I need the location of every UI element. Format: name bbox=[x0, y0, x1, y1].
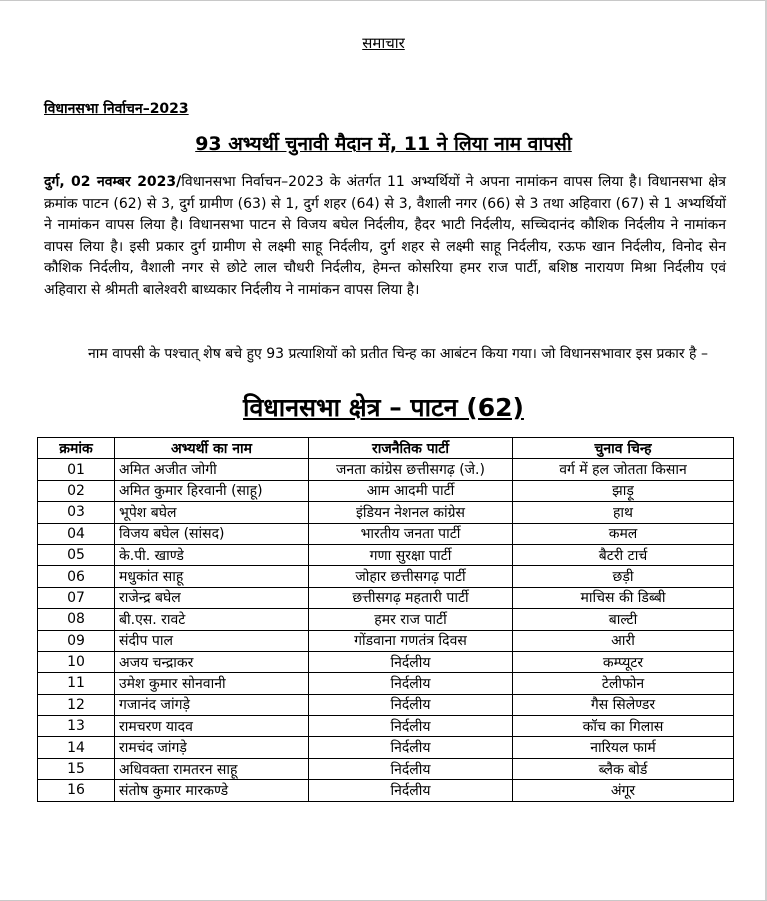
table-row bbox=[38, 523, 734, 544]
cell-party: जनता कांग्रेस छत्तीसगढ़ (जे.) bbox=[309, 459, 513, 480]
cell-serial: 02 bbox=[38, 480, 115, 501]
cell-symbol: नारियल फार्म bbox=[513, 737, 734, 758]
cell-party: गणा सुरक्षा पार्टी bbox=[309, 544, 513, 565]
table-row bbox=[38, 502, 734, 523]
cell-symbol: गैस सिलेण्डर bbox=[513, 694, 734, 715]
table-row bbox=[38, 544, 734, 565]
cell-symbol: बैटरी टार्च bbox=[513, 544, 734, 565]
cell-candidate-name: अजय चन्द्राकर bbox=[115, 651, 309, 672]
cell-candidate-name: रामचरण यादव bbox=[115, 716, 309, 737]
candidates-table bbox=[37, 437, 734, 802]
cell-party: छत्तीसगढ़ महतारी पार्टी bbox=[309, 587, 513, 608]
cell-party: निर्दलीय bbox=[309, 673, 513, 694]
cell-symbol: माचिस की डिब्बी bbox=[513, 587, 734, 608]
cell-serial: 08 bbox=[38, 609, 115, 630]
cell-serial: 14 bbox=[38, 737, 115, 758]
cell-symbol: झाड़ू bbox=[513, 480, 734, 501]
header-serial: क्रमांक bbox=[38, 438, 115, 459]
cell-party: निर्दलीय bbox=[309, 737, 513, 758]
cell-serial: 01 bbox=[38, 459, 115, 480]
cell-candidate-name: अमित अजीत जोगी bbox=[115, 459, 309, 480]
table-row bbox=[38, 737, 734, 758]
cell-party: आम आदमी पार्टी bbox=[309, 480, 513, 501]
news-headline: 93 अभ्यर्थी चुनावी मैदान में, 11 ने लिया नाम वापसी bbox=[195, 133, 572, 155]
document-header-label: समाचार bbox=[362, 34, 405, 52]
cell-party: निर्दलीय bbox=[309, 716, 513, 737]
header-election-symbol: चुनाव चिन्ह bbox=[513, 438, 734, 459]
header-candidate-name: अभ्यर्थी का नाम bbox=[115, 438, 309, 459]
cell-candidate-name: संतोष कुमार मारकण्डे bbox=[115, 780, 309, 801]
cell-symbol: हाथ bbox=[513, 502, 734, 523]
cell-serial: 07 bbox=[38, 587, 115, 608]
table-row bbox=[38, 609, 734, 630]
cell-candidate-name: भूपेश बघेल bbox=[115, 502, 309, 523]
cell-serial: 09 bbox=[38, 630, 115, 651]
cell-serial: 15 bbox=[38, 758, 115, 779]
table-row bbox=[38, 630, 734, 651]
table-row bbox=[38, 758, 734, 779]
dateline: दुर्ग, 02 नवम्बर 2023/ bbox=[44, 174, 182, 190]
cell-candidate-name: के.पी. खाण्डे bbox=[115, 544, 309, 565]
cell-party: निर्दलीय bbox=[309, 694, 513, 715]
cell-serial: 16 bbox=[38, 780, 115, 801]
cell-party: निर्दलीय bbox=[309, 780, 513, 801]
table-row bbox=[38, 673, 734, 694]
table-row bbox=[38, 694, 734, 715]
cell-serial: 12 bbox=[38, 694, 115, 715]
cell-candidate-name: उमेश कुमार सोनवानी bbox=[115, 673, 309, 694]
header-political-party: राजनैतिक पार्टी bbox=[309, 438, 513, 459]
table-row bbox=[38, 587, 734, 608]
cell-candidate-name: रामचंद जांगड़े bbox=[115, 737, 309, 758]
cell-party: इंडियन नेशनल कांग्रेस bbox=[309, 502, 513, 523]
cell-symbol: कॉच का गिलास bbox=[513, 716, 734, 737]
cell-serial: 13 bbox=[38, 716, 115, 737]
table-row bbox=[38, 651, 734, 672]
cell-candidate-name: विजय बघेल (सांसद) bbox=[115, 523, 309, 544]
cell-candidate-name: अधिवक्ता रामतरन साहू bbox=[115, 758, 309, 779]
cell-symbol: अंगूर bbox=[513, 780, 734, 801]
cell-symbol: वर्ग में हल जोतता किसान bbox=[513, 459, 734, 480]
cell-symbol: छड़ी bbox=[513, 566, 734, 587]
cell-candidate-name: संदीप पाल bbox=[115, 630, 309, 651]
table-row bbox=[38, 566, 734, 587]
cell-serial: 05 bbox=[38, 544, 115, 565]
body-paragraph-1 bbox=[44, 172, 726, 302]
cell-party: निर्दलीय bbox=[309, 651, 513, 672]
table-header-row bbox=[38, 438, 734, 459]
cell-symbol: टेलीफोन bbox=[513, 673, 734, 694]
cell-symbol: आरी bbox=[513, 630, 734, 651]
body-paragraph-2: नाम वापसी के पश्चात् शेष बचे हुए 93 प्रत्याशियों को प्रतीत चिन्ह का आबंटन किया गया। जो विधानसभावार इस प्रकार है – bbox=[88, 346, 708, 362]
cell-symbol: बाल्टी bbox=[513, 609, 734, 630]
paragraph-1-text: विधानसभा निर्वाचन–2023 के अंतर्गत 11 अभ्यर्थियों ने अपना नामांकन वापस लिया है। विधानसभा क्षेत्र क्रमांक पाटन (62) से 3, दुर्ग ग्रामीण (63) से 1, दुर्ग शहर (64) से 3, वैशाली नगर (66) से 3 तथा अहिवारा (67) से 1 अभ्यर्थियों ने नामांकन वापस लिया है। विधानसभा पाटन से विजय बघेल निर्दलीय, हैदर भाटी निर्दलीय, सच्चिदानंद कौशिक निर्दलीय ने नामांकन वापस लिया है। इसी प्रकार दुर्ग ग्रामीण से लक्ष्मी साहू निर्दलीय, दुर्ग शहर से लक्ष्मी साहू निर्दलीय, रऊफ खान निर्दलीय, विनोद सेन कौशिक निर्दलीय, वैशाली नगर से छोटे लाल चौधरी निर्दलीय, हेमन्त कोसरिया हमर राज पार्टी, बशिष्ठ नारायण मिश्रा निर्दलीय एवं अहिवारा से श्रीमती बालेश्वरी बाध्यकार निर्दलीय ने नामांकन वापस लिया है। bbox=[44, 174, 726, 298]
cell-party: निर्दलीय bbox=[309, 758, 513, 779]
cell-serial: 06 bbox=[38, 566, 115, 587]
cell-party: भारतीय जनता पार्टी bbox=[309, 523, 513, 544]
cell-symbol: कम्प्यूटर bbox=[513, 651, 734, 672]
cell-party: जोहार छत्तीसगढ़ पार्टी bbox=[309, 566, 513, 587]
table-row bbox=[38, 780, 734, 801]
table-row bbox=[38, 480, 734, 501]
cell-candidate-name: राजेन्द्र बघेल bbox=[115, 587, 309, 608]
section-label: विधानसभा निर्वाचन–2023 bbox=[44, 101, 189, 117]
cell-symbol: ब्लैक बोर्ड bbox=[513, 758, 734, 779]
table-row bbox=[38, 716, 734, 737]
cell-serial: 04 bbox=[38, 523, 115, 544]
cell-party: हमर राज पार्टी bbox=[309, 609, 513, 630]
cell-candidate-name: बी.एस. रावटे bbox=[115, 609, 309, 630]
cell-party: गोंडवाना गणतंत्र दिवस bbox=[309, 630, 513, 651]
cell-candidate-name: मधुकांत साहू bbox=[115, 566, 309, 587]
cell-candidate-name: अमित कुमार हिरवानी (साहू) bbox=[115, 480, 309, 501]
table-title: विधानसभा क्षेत्र – पाटन (62) bbox=[243, 393, 524, 422]
table-row bbox=[38, 459, 734, 480]
viewer-top-border bbox=[0, 0, 767, 1]
cell-serial: 11 bbox=[38, 673, 115, 694]
cell-symbol: कमल bbox=[513, 523, 734, 544]
cell-serial: 03 bbox=[38, 502, 115, 523]
cell-candidate-name: गजानंद जांगड़े bbox=[115, 694, 309, 715]
cell-serial: 10 bbox=[38, 651, 115, 672]
